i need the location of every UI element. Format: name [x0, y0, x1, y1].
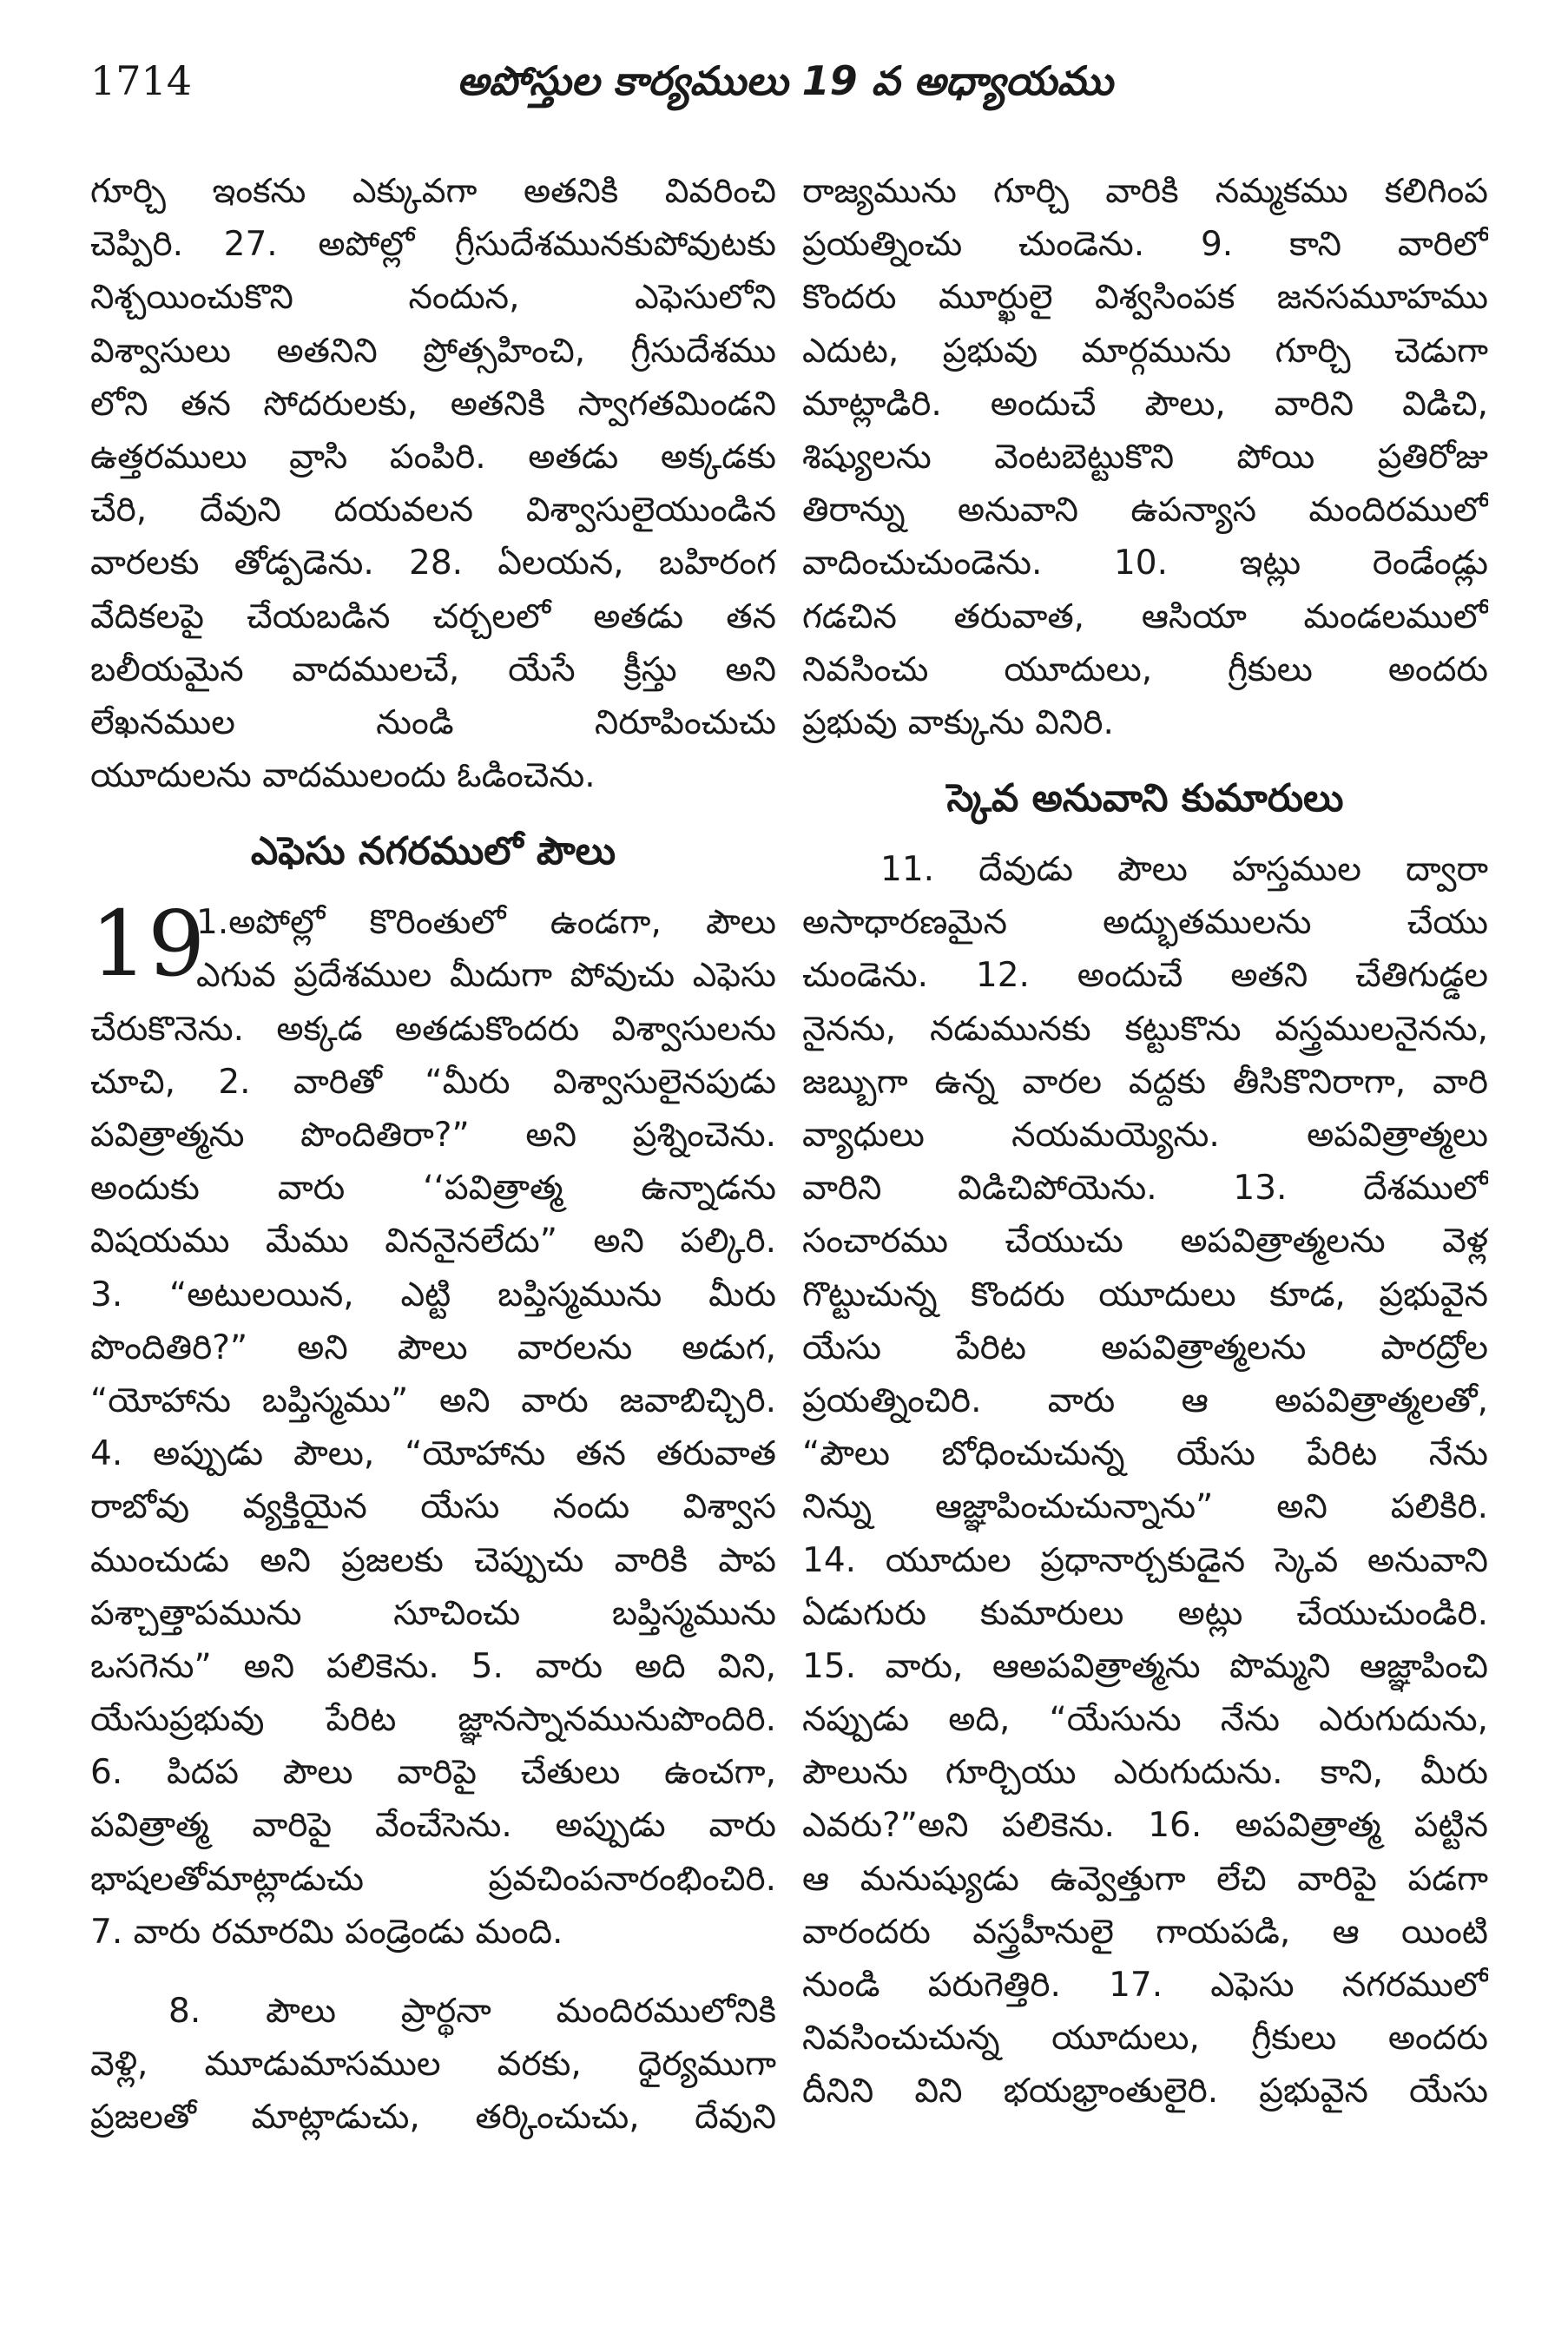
text-line: పవిత్రాత్మ వారిపై వేంచేసెను. అప్పుడు వారు: [90, 1806, 776, 1846]
text-line: పవిత్రాత్మను పొందితిరా?” అని ప్రశ్నించెను.: [90, 1116, 776, 1155]
paragraph-gap: [90, 1959, 776, 1985]
text-line: లోని తన సోదరులకు, అతనికి స్వాగతమిండని: [90, 384, 776, 424]
page-number: 1714: [90, 57, 193, 104]
text-line: ఎగువ ప్రదేశముల మీదుగా పోవుచు ఎఫెసు: [196, 956, 776, 996]
text-line: యూదులను వాదములందు ఓడించెను.: [90, 756, 596, 796]
text-line: వారిని విడిచిపోయెను. 13. దేశములో: [802, 1169, 1488, 1209]
text-line: 1.అపోల్లో కొరింతులో ఉండగా, పౌలు: [196, 903, 776, 943]
right-column: [802, 165, 1488, 2118]
text-line: బలీయమైన వాదములచే, యేసే క్రీస్తు అని: [90, 649, 776, 689]
text-line: ఉత్తరములు వ్రాసి పంపిరి. అతడు అక్కడకు: [90, 437, 776, 477]
text-line: చెప్పిరి. 27. అపోల్లో గ్రీసుదేశమునకుపోవుటకు: [90, 225, 776, 265]
text-line: అందుకు వారు ‘‘పవిత్రాత్మ ఉన్నాడను: [90, 1169, 776, 1209]
text-line: ఎవరు?”అని పలికెను. 16. అపవిత్రాత్మ పట్టిన: [802, 1806, 1488, 1846]
text-line: పౌలును గూర్చియు ఎరుగుదును. కాని, మీరు: [802, 1753, 1488, 1793]
text-line: నిశ్చయించుకొని నందున, ఎఫెసులోని: [90, 278, 776, 318]
text-line: ఆ మనుష్యుడు ఉవ్వెత్తుగా లేచి వారిపై పడగా: [802, 1859, 1488, 1899]
text-line: నివసించుచున్న యూదులు, గ్రీకులు అందరు: [802, 2019, 1488, 2059]
text-line: ఏడుగురు కుమారులు అట్లు చేయుచుండిరి.: [802, 1593, 1488, 1633]
text-line: చూచి, 2. వారితో “మీరు విశ్వాసులైనపుడు: [90, 1062, 776, 1102]
text-line: విశ్వాసులు అతనిని ప్రోత్సహించి, గ్రీసుదేశము: [90, 331, 776, 371]
text-line: అసాధారణమైన అద్భుతములను చేయు: [802, 903, 1488, 943]
paragraph-verse-1-7: [90, 1003, 776, 1959]
paragraph-verse-8: [90, 1985, 776, 2144]
text-line: రాజ్యమును గూర్చి వారికి నమ్మకము కలిగింప: [802, 172, 1488, 211]
section-heading-paul-in-ephesus: ఎఫెసు నగరములో పౌలు: [250, 829, 616, 874]
text-line: ప్రయత్నించు చుండెను. 9. కాని వారిలో: [802, 225, 1488, 265]
text-line: గడచిన తరువాత, ఆసియా మండలములో: [802, 596, 1488, 636]
text-line: ఒసగెను” అని పలికెను. 5. వారు అది విని,: [90, 1646, 776, 1686]
text-line: 4. అప్పుడు పౌలు, “యోహాను తన తరువాత: [90, 1434, 776, 1474]
text-line: ప్రజలతో మాట్లాడుచు, తర్కించుచు, దేవుని: [90, 2098, 776, 2138]
left-column: [90, 165, 776, 2144]
text-line: గూర్చి ఇంకను ఎక్కువగా అతనికి వివరించి: [90, 172, 776, 211]
text-line: గొట్టుచున్న కొందరు యూదులు కూడ, ప్రభువైన: [802, 1275, 1488, 1314]
text-line: పశ్చాత్తాపమును సూచించు బప్తిస్మమును: [90, 1593, 776, 1633]
text-line: చేరి, దేవుని దయవలన విశ్వాసులైయుండిన: [90, 491, 776, 530]
paragraph-verse-11-17: [802, 843, 1488, 2118]
text-line: ఎదుట, ప్రభువు మార్గమును గూర్చి చెడుగా: [802, 331, 1488, 371]
text-line: మాట్లాడిరి. అందుచే పౌలు, వారిని విడిచి,: [802, 384, 1488, 424]
text-line: నైనను, నడుమునకు కట్టుకొను వస్త్రములనైనను,: [802, 1009, 1488, 1049]
text-line: చేరుకొనెను. అక్కడ అతడుకొందరు విశ్వాసులను: [90, 1009, 776, 1049]
text-line: 14. యూదుల ప్రధానార్చకుడైన స్కెవ అనువాని: [802, 1540, 1488, 1580]
text-line: నివసించు యూదులు, గ్రీకులు అందరు: [802, 649, 1488, 689]
text-line: “యోహాను బప్తిస్మము” అని వారు జవాబిచ్చిరి.: [90, 1380, 776, 1420]
text-line: వ్యాధులు నయమయ్యెను. అపవిత్రాత్మలు: [802, 1116, 1488, 1155]
text-line: 15. వారు, ఆఅపవిత్రాత్మను పొమ్మని ఆజ్ఞాపించి: [802, 1646, 1488, 1686]
text-line: ప్రయత్నించిరి. వారు ఆ అపవిత్రాత్మలతో,: [802, 1380, 1488, 1420]
text-line: ముంచుడు అని ప్రజలకు చెప్పుచు వారికి పాప: [90, 1540, 776, 1580]
text-line: 7. వారు రమారమి పండ్రెండు మంది.: [90, 1912, 563, 1952]
text-line: విషయము మేము విననైనలేదు” అని పల్కిరి.: [90, 1222, 776, 1262]
text-line: 8. పౌలు ప్రార్థనా మందిరములోనికి: [168, 1992, 776, 2031]
text-line: యేసు పేరిట అపవిత్రాత్మలను పారద్రోల: [802, 1328, 1488, 1367]
text-line: శిష్యులను వెంటబెట్టుకొని పోయి ప్రతిరోజు: [802, 437, 1488, 477]
text-line: 6. పిదప పౌలు వారిపై చేతులు ఉంచగా,: [90, 1753, 776, 1793]
page-header: [90, 50, 1479, 120]
chapter-number: 19: [90, 891, 206, 998]
text-line: యేసుప్రభువు పేరిట జ్ఞానస్నానమునుపొందిరి.: [90, 1700, 776, 1740]
section-heading-sons-of-sceva: స్కెవ అనువాని కుమారులు: [946, 776, 1344, 821]
text-line: కొందరు మూర్ఖులై విశ్వసింపక జనసమూహము: [802, 278, 1488, 318]
text-line: 3. “అటులయిన, ఎట్టి బప్తిస్మమును మీరు: [90, 1275, 776, 1314]
text-line: 11. దేవుడు పౌలు హస్తముల ద్వారా: [880, 850, 1488, 890]
text-line: జబ్బుగా ఉన్న వారల వద్దకు తీసికొనిరాగా, వారి: [802, 1062, 1488, 1102]
text-line: వేదికలపై చేయబడిన చర్చలలో అతడు తన: [90, 596, 776, 636]
text-line: ప్రభువు వాక్కును వినిరి.: [802, 702, 1114, 742]
text-line: “పౌలు బోధించుచున్న యేసు పేరిట నేను: [802, 1434, 1488, 1474]
text-line: నుండి పరుగెత్తిరి. 17. ఎఫెసు నగరములో: [802, 1966, 1488, 2005]
text-line: వాదించుచుండెను. 10. ఇట్లు రెండేండ్లు: [802, 544, 1488, 583]
text-line: రాబోవు వ్యక్తియైన యేసు నందు విశ్వాస: [90, 1487, 776, 1527]
text-line: నిన్ను ఆజ్ఞాపించుచున్నాను” అని పలికిరి.: [802, 1487, 1488, 1527]
text-line: సంచారము చేయుచు అపవిత్రాత్మలను వెళ్ల: [802, 1222, 1488, 1262]
running-title: అపోస్తుల కార్యములు 19 వ అధ్యాయము: [457, 57, 1113, 104]
text-line: వారలకు తోడ్పడెను. 28. ఏలయన, బహిరంగ: [90, 544, 776, 583]
text-line: తిరాన్ను అనువాని ఉపన్యాస మందిరములో: [802, 491, 1488, 530]
chapter-start: [90, 891, 776, 1002]
text-line: పొందితిరి?” అని పౌలు వారలను అడుగ,: [90, 1328, 776, 1367]
text-line: వెళ్లి, మూడుమాసముల వరకు, ధైర్యముగా: [90, 2045, 776, 2085]
text-line: నప్పుడు అది, “యేసును నేను ఎరుగుదును,: [802, 1700, 1488, 1740]
text-line: చుండెను. 12. అందుచే అతని చేతిగుడ్డల: [802, 956, 1488, 996]
text-line: లేఖనముల నుండి నిరూపించుచు: [90, 702, 776, 742]
text-line: వారందరు వస్త్రహీనులై గాయపడి, ఆ యింటి: [802, 1912, 1488, 1952]
text-line: దీనిని విని భయభ్రాంతులైరి. ప్రభువైన యేసు: [802, 2072, 1488, 2112]
paragraph-verse-26-28: [90, 165, 776, 802]
paragraph-verse-8-10: [802, 165, 1488, 749]
text-line: భాషలతోమాట్లాడుచు ప్రవచింపనారంభించిరి.: [90, 1859, 776, 1899]
